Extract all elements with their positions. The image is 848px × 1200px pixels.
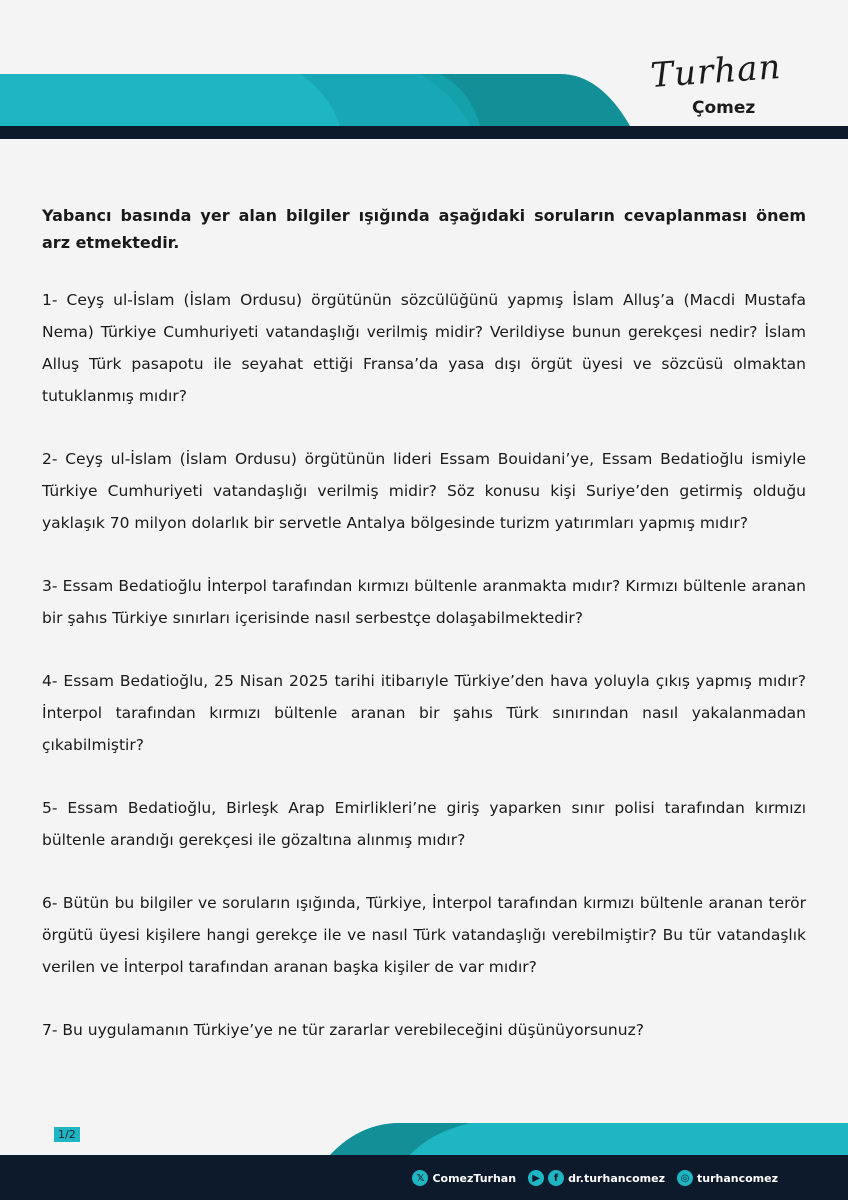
- question-2: 2- Ceyş ul-İslam (İslam Ordusu) örgütünün lideri Essam Bouidani’ye, Essam Bedatioğlu ismiyle Türkiye Cumhuriyeti vatandaşlığı verilmiş midir? Söz konusu kişi Suriye’den getirmiş olduğu yaklaşık 70 milyon dolarlık bir servetle Antalya bölgesinde turizm yatırımları yapmış mıdır?: [42, 450, 806, 532]
- x-icon: 𝕏: [412, 1170, 428, 1186]
- document-body: [42, 202, 806, 1077]
- question-1: 1- Ceyş ul-İslam (İslam Ordusu) örgütünün sözcülüğünü yapmış İslam Alluş’a (Macdi Mustafa Nema) Türkiye Cumhuriyeti vatandaşlığı verilmiş midir? Verildiyse bunun gerekçesi nedir? İslam Alluş Türk pasapotu ile seyahat ettiği Fransa’da yasa dışı örgüt üyesi ve sözcüsü olmaktan tutuklanmış mıdır?: [42, 291, 806, 405]
- question-5: 5- Essam Bedatioğlu, Birleşk Arap Emirlikleri’ne giriş yaparken sınır polisi tarafından kırmızı bültenle arandığı gerekçesi ile gözaltına alınmış mıdır?: [42, 799, 806, 849]
- question-4: 4- Essam Bedatioğlu, 25 Nisan 2025 tarihi itibarıyle Türkiye’den hava yoluyla çıkış yapmış mıdır? İnterpol tarafından kırmızı bültenle aranan bir şahıs Türk sınırından nasıl yakalanmadan çıkabilmiştir?: [42, 672, 806, 754]
- question-3: 3- Essam Bedatioğlu İnterpol tarafından kırmızı bültenle aranmakta mıdır? Kırmızı bültenle aranan bir şahıs Türkiye sınırları içerisinde nasıl serbestçe dolaşabilmektedir?: [42, 577, 806, 627]
- x-handle: ComezTurhan: [432, 1171, 517, 1185]
- footer-banner: [0, 1115, 848, 1200]
- instagram-icon: ◎: [677, 1170, 693, 1186]
- youtube-icon: ▶: [528, 1170, 544, 1186]
- logo-signature: Turhan: [649, 46, 783, 96]
- facebook-icon: f: [548, 1170, 564, 1186]
- page-number: 1/2: [54, 1127, 80, 1142]
- x-link[interactable]: [412, 1170, 516, 1186]
- brand-logo: [648, 46, 798, 128]
- social-links: [406, 1170, 778, 1186]
- intro-paragraph: Yabancı basında yer alan bilgiler ışığında aşağıdaki soruların cevaplanması önem arz etmektedir.: [42, 206, 806, 252]
- facebook-handle: dr.turhancomez: [568, 1171, 665, 1185]
- facebook-link[interactable]: [528, 1170, 665, 1186]
- instagram-link[interactable]: [677, 1170, 778, 1186]
- logo-name: Çomez: [692, 98, 756, 118]
- question-6: 6- Bütün bu bilgiler ve soruların ışığında, Türkiye, İnterpol tarafından kırmızı bültenle aranan terör örgütü üyesi kişilere hangi gerekçe ile ve nasıl Türk vatandaşlığı verebilmiştir? Bu tür vatandaşlık verilen ve İnterpol tarafından aranan başka kişiler de var mıdır?: [42, 894, 806, 976]
- instagram-handle: turhancomez: [696, 1171, 778, 1185]
- question-7: 7- Bu uygulamanın Türkiye’ye ne tür zararlar verebileceğini düşünüyorsunuz?: [42, 1021, 644, 1039]
